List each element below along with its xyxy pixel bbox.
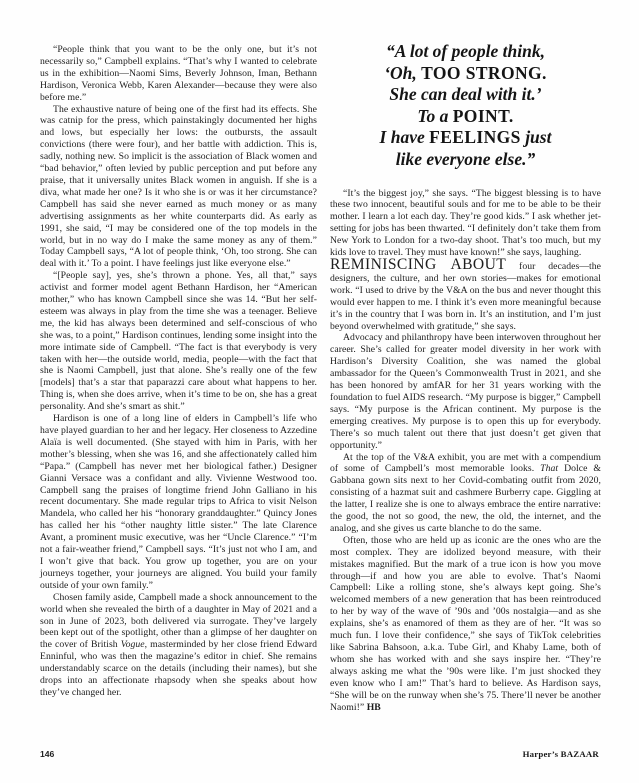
pull-quote-emphasis: TOO STRONG. xyxy=(421,62,547,83)
article-paragraph xyxy=(330,332,601,451)
pull-quote-line xyxy=(330,149,601,171)
paragraph-text: That xyxy=(540,463,559,475)
pull-quote-line xyxy=(330,106,601,128)
pull-quote-text: “A lot of people think, xyxy=(386,41,545,61)
pull-quote-text: She can deal with it.’ xyxy=(389,84,542,105)
article-paragraph xyxy=(40,413,317,592)
paragraph-text: Often, those who are held up as iconic are the ones who are the most complex. They are idolized beyond measure, with their mistakes magnified. But the mark of a true icon is how you move through—if and how you are able to evolve. That’s Naomi Campbell: Like a rolling stone, she’s always kept going. She’s welcomed members of a new generation that has been reintroduced to her by way of the wave of ’90s and ’00s nostalgia—and as she explains, she’s as enamored of them as they are of her. “It was so much fun. I love their confidence,” she says of TikTok celebrities like Sabrina Bahsoon, a.k.a. Tube Girl, and Khaby Lame, both of whom she has worked with and she says inspire her. “They’re always asking me what the ’90s were like. I’m just shocked they even know who I am!” That’s hard to believe. As Hardison says, “She will be on the runway when she’s 75. There’ll never be another Naomi!” xyxy=(330,534,601,713)
pull-quote-text: just xyxy=(520,127,552,148)
paragraph-text: Advocacy and philanthropy have been interwoven throughout her career. She’s called for greater model diversity in her work with Hardison’s Diversity Coalition, she was named the global ambassador for the Queen’s Commonwealth Trust in 2021, and she has been honored by amfAR for her 31 years working with the foundation to fuel AIDS research. “My purpose is bigger,” Campbell says. “My purpose is the African continent. My purpose is the emerging creatives. My purpose is to open this up for everybody. There’s so much talent out there that just doesn’t get given that opportunity.” xyxy=(330,332,601,451)
pull-quote-line xyxy=(330,41,601,63)
page-number: 146 xyxy=(40,749,55,759)
paragraph-text: Hardison is one of a long line of elders in Campbell’s life who have played guardian to her and her legacy. Her closeness to Azzedine Alaïa is well documented. (She stayed with him in Paris, with her mother’s blessing, when she was 16, and she affectionately called him “Papa.” (Campbell has never met her biological father.) Designer Gianni Versace was a confidant and ally. Vivienne Westwood too. Campbell sang the praises of longtime friend John Galliano in his recent documentary. She made regular trips to Africa to visit Nelson Mandela, who called her his “honorary granddaughter.” Quincy Jones has called her his “other naughty little sister.” The late Clarence Avant, a prominent music executive, was her “Uncle Clarence.” “I’m not a fair-weather friend,” Campbell says. “It’s just not who I am, and I won’t give that back. You grow up together, you are on your journeys together, your journeys are aligned. You build your family outside of your own family.” xyxy=(40,413,317,591)
pull-quote-text: like everyone else.” xyxy=(395,148,536,169)
article-paragraph xyxy=(40,104,317,271)
paragraph-text: Vogue xyxy=(120,639,145,651)
paragraph-text: “[People say], yes, she’s thrown a phone. Yes, all that,” says activist and former model agent Bethann Hardison, her “American mother,” who has known Campbell since she was 14. “But her self-esteem was always in play from the time she was a teenager. Believe me, the kid has always been determined and self-conscious of who she was, to a point,” Hardison continues, lending some insight into the more intimate side of Campbell. “The fact is that everybody is very taken with her—the outside world, media, people—with the fact that she is Naomi Campbell, just that alone. She’s really one of the few [models] that’s a star that paparazzi care about what happens to her. Thing is, when she does arrive, when it’s time to be on, she has a great personality. And she’s smart as shit.” xyxy=(40,270,317,413)
pull-quote-text: I have xyxy=(379,127,430,148)
paragraph-text: The exhaustive nature of being one of the first had its effects. She was catnip for the press, which painstakingly documented her highs and lows, but especially her lows: the outbursts, the assault convictions (there were four), and her battle with addiction. This is, sadly, nothing new. So implicit is the association of Black women and “bad behavior,” often levied by public perception and put before any praise, that it universally unites Black women in anguish. If she is a diva, what made her one? Is it who she is or was it her circumstance? Campbell has said she never earned as much money or as many advertising assignments as her white counterparts did. As early as 1991, she said, “I may be considered one of the top models in the world, but in no way do I make the same money as any of them.” Today Campbell says, “A lot of people think, ‘Oh, too strong. She can deal with it.’ To a point. I have feelings just like everyone else.” xyxy=(40,103,317,270)
section-run-in-heading: REMINISCING ABOUT xyxy=(330,256,507,273)
article-paragraph xyxy=(40,44,317,104)
pull-quote-line xyxy=(330,84,601,106)
article-paragraph xyxy=(330,256,602,332)
article-column-right-body xyxy=(330,188,601,714)
pull-quote-emphasis: FEELINGS xyxy=(429,127,521,148)
pull-quote-emphasis: POINT. xyxy=(452,105,514,126)
pull-quote-line xyxy=(330,127,601,149)
paragraph-text: Chosen family aside, Campbell made a shock announcement to the world when she revealed the birth of a daughter in May of 2021 and a son in June of 2023, both delivered via surrogate. They’ve largely been kept out of the spotlight, other than a glimpse of her daughter on the cover of British xyxy=(40,591,317,651)
article-column-left xyxy=(40,44,317,699)
article-column-right xyxy=(330,38,601,713)
pull-quote-text: To a xyxy=(417,105,453,126)
paragraph-text: Dolce & Gabbana gown sits next to her Covid-combating outfit from 2020, consisting of a hazmat suit and cashmere Burberry cape. Giggling at the latter, I realize she is one to always embrace the entire narrative: the good, the not so good, the new, the old, the internet, and the analog, and she gives us carte blanche to do the same. xyxy=(330,463,601,534)
article-paragraph xyxy=(330,188,601,259)
article-paragraph xyxy=(40,592,317,699)
paragraph-text: “People think that you want to be the only one, but it’s not necessarily so,” Campbell explains. “That’s why I wanted to celebrate us in the exhibition—Naomi Sims, Beverly Johnson, Iman, Bethann Hardison, Veronica Webb, Karen Alexander—because they were also before me.” xyxy=(40,44,317,103)
article-paragraph xyxy=(330,535,601,714)
paragraph-text: , masterminded by her close friend Edward Enninful, who was then the magazine’s editor in chief. She remains understandably scarce on the details (including their names), but she drops into an affectionate rhapsody when she speaks about how they’ve changed her. xyxy=(40,639,317,698)
pull-quote-text: ‘Oh, xyxy=(384,62,422,83)
page-footer xyxy=(40,749,599,759)
pull-quote xyxy=(330,41,601,171)
paragraph-text: At the top of the V&A exhibit, you are met with a compendium of some of Campbell’s most memorable looks. xyxy=(330,451,601,475)
magazine-name: Harper’s BAZAAR xyxy=(522,749,599,759)
pull-quote-line xyxy=(330,63,601,85)
paragraph-text: four decades—the designers, the culture, and her own stories—makes for emotional work. “I used to drive by the V&A on the bus and never thought this would ever happen to me. I think it’s even more meaningful because it’s in the country that I was born in. It’s an institution, and I’m just beyond overwhelmed with gratitude,” she says. xyxy=(330,261,602,332)
paragraph-text: “It’s the biggest joy,” she says. “The biggest blessing is to have these two innocent, beautiful souls and for me to be able to be their mother. I learn a lot each day. They’re good kids.” I ask whether jet-setting for jobs has been thwarted. “I definitely don’t take them from New York to London for a two-day shoot. That’s too much, but my kids love to travel. They must have known!” she says, laughing. xyxy=(330,187,601,259)
article-paragraph xyxy=(40,270,317,413)
article-paragraph xyxy=(330,452,601,535)
paragraph-text: HB xyxy=(366,701,381,713)
